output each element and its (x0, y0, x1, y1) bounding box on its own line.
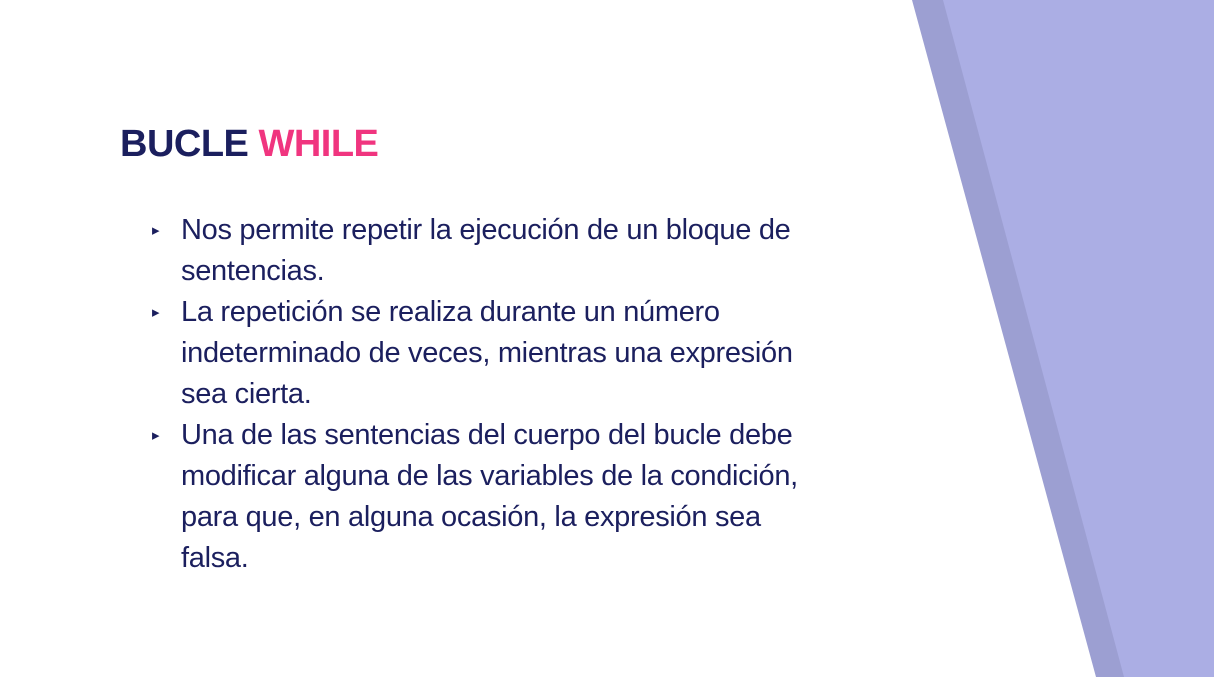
bullet-text: Nos permite repetir la ejecución de un bloque de sentencias. (181, 214, 791, 287)
title-part-while: WHILE (258, 123, 379, 165)
bullet-triangle-icon: ▸ (152, 304, 160, 321)
title-part-bucle: BUCLE (120, 123, 249, 165)
bullet-triangle-icon: ▸ (152, 222, 160, 239)
bullet-text: La repetición se realiza durante un número indeterminado de veces, mientras una expresión sea cierta. (181, 296, 793, 410)
bullet-text: Una de las sentencias del cuerpo del bucle debe modificar alguna de las variables de la condición, para que, en alguna ocasión, la expresión sea falsa. (181, 419, 798, 574)
slide-title (120, 122, 378, 166)
bullet-item (152, 415, 812, 579)
bullet-item (152, 210, 812, 292)
bullet-triangle-icon: ▸ (152, 427, 160, 444)
bullet-list (152, 210, 812, 579)
bullet-item (152, 292, 812, 415)
